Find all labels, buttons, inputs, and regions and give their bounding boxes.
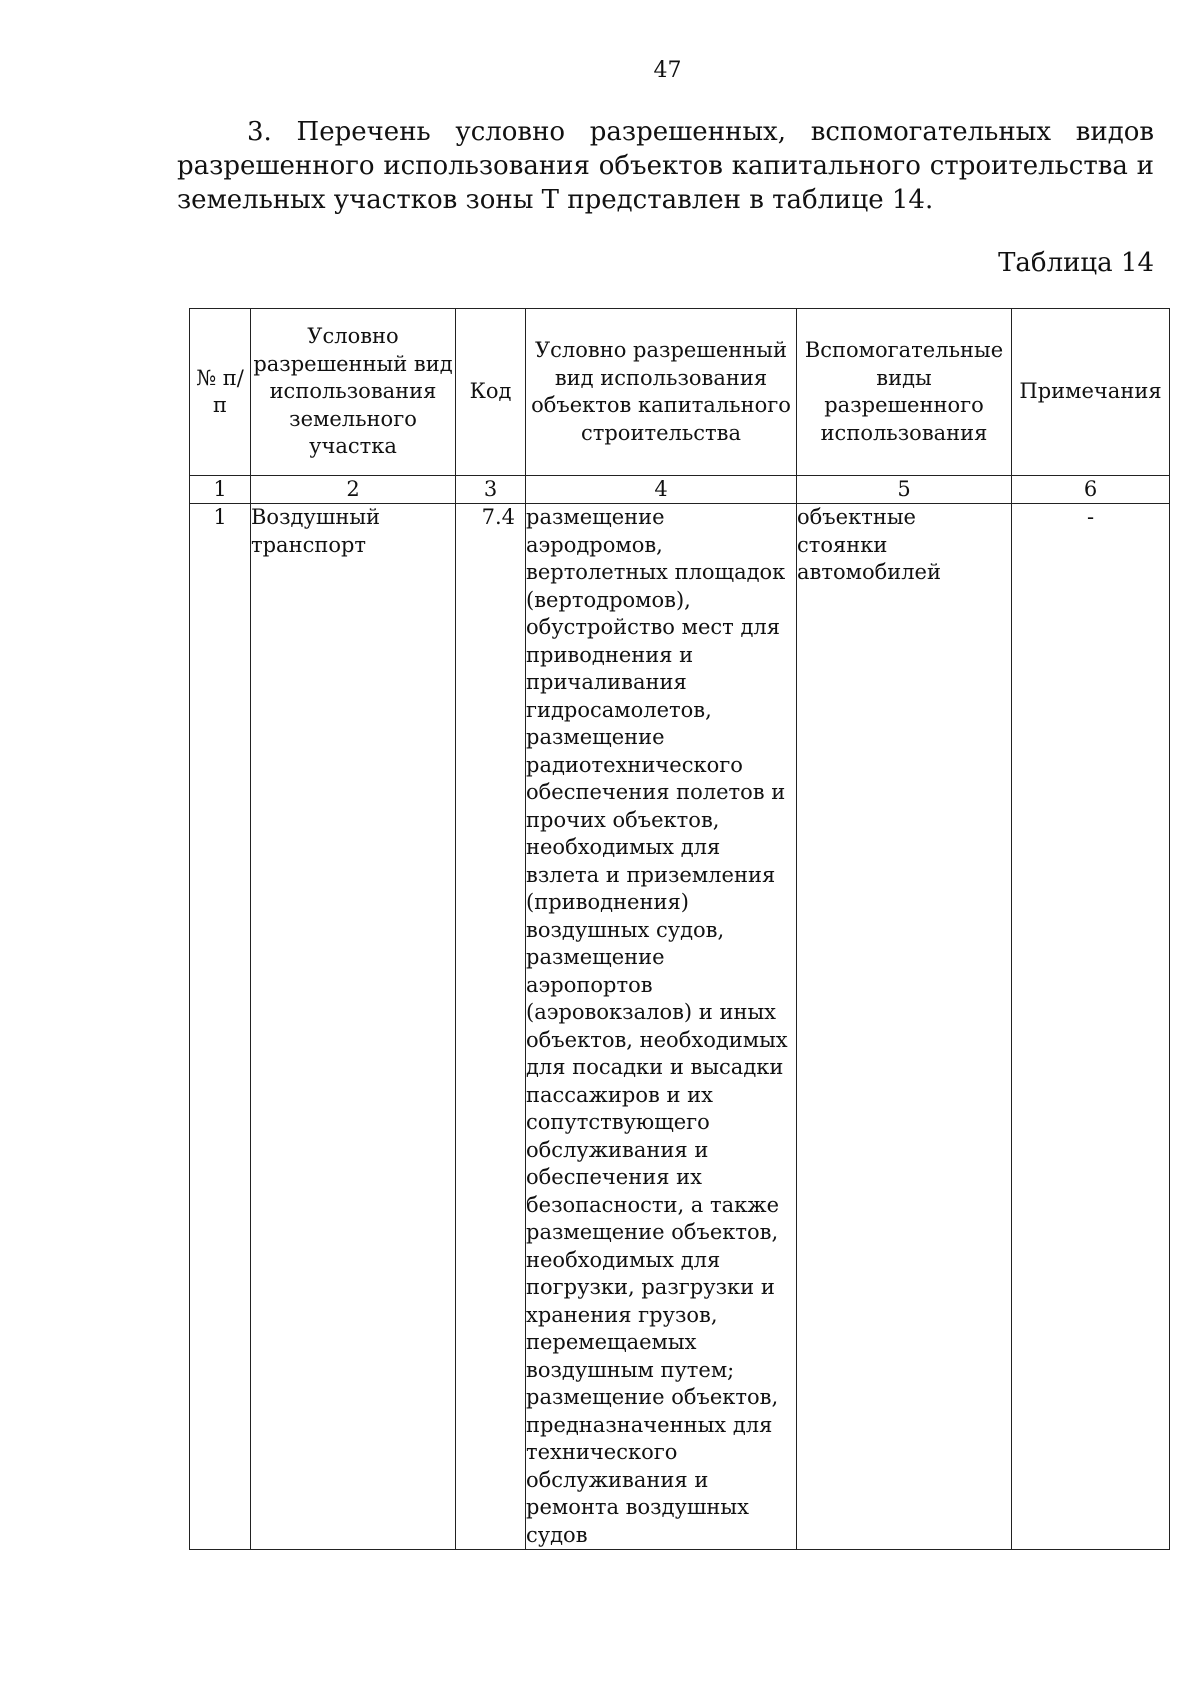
land-use-table xyxy=(189,308,1170,1550)
column-number: 1 xyxy=(190,476,251,504)
column-number: 6 xyxy=(1012,476,1170,504)
header-land-use: Условно разрешенный вид использования земельного участка xyxy=(251,309,456,476)
row-number: 1 xyxy=(190,504,251,1550)
header-capital-use: Условно разрешенный вид использования объектов капитального строительства xyxy=(526,309,797,476)
header-number: № п/п xyxy=(190,309,251,476)
row-notes: - xyxy=(1012,504,1170,1550)
header-auxiliary: Вспомогательные виды разрешенного использования xyxy=(797,309,1012,476)
row-auxiliary: объектные стоянки автомобилей xyxy=(797,504,1012,1550)
row-code: 7.4 xyxy=(456,504,526,1550)
column-number: 2 xyxy=(251,476,456,504)
row-capital-use: размещение аэродромов, вертолетных площадок (вертодромов), обустройство мест для приводнения и причаливания гидросамолетов, размещение радиотехнического обеспечения полетов и прочих объектов, необходимых для взлета и приземления (приводнения) воздушных судов, размещение аэропортов (аэровокзалов) и иных объектов, необходимых для посадки и высадки пассажиров и их сопутствующего обслуживания и обеспечения их безопасности, а также размещение объектов, необходимых для погрузки, разгрузки и хранения грузов, перемещаемых воздушным путем; размещение объектов, предназначенных для технического обслуживания и ремонта воздушных судов xyxy=(526,504,797,1550)
page-number: 47 xyxy=(653,58,682,83)
header-row xyxy=(190,309,1170,476)
intro-paragraph: 3. Перечень условно разрешенных, вспомогательных видов разрешенного использования объектов капитального строительства и земельных участков зоны Т представлен в таблице 14. xyxy=(177,117,1154,215)
table-label: Таблица 14 xyxy=(998,248,1154,278)
header-notes: Примечания xyxy=(1012,309,1170,476)
table-row xyxy=(190,504,1170,1550)
column-number: 3 xyxy=(456,476,526,504)
column-number: 5 xyxy=(797,476,1012,504)
column-number-row xyxy=(190,476,1170,504)
header-code: Код xyxy=(456,309,526,476)
row-land-use: Воздушный транспорт xyxy=(251,504,456,1550)
column-number: 4 xyxy=(526,476,797,504)
